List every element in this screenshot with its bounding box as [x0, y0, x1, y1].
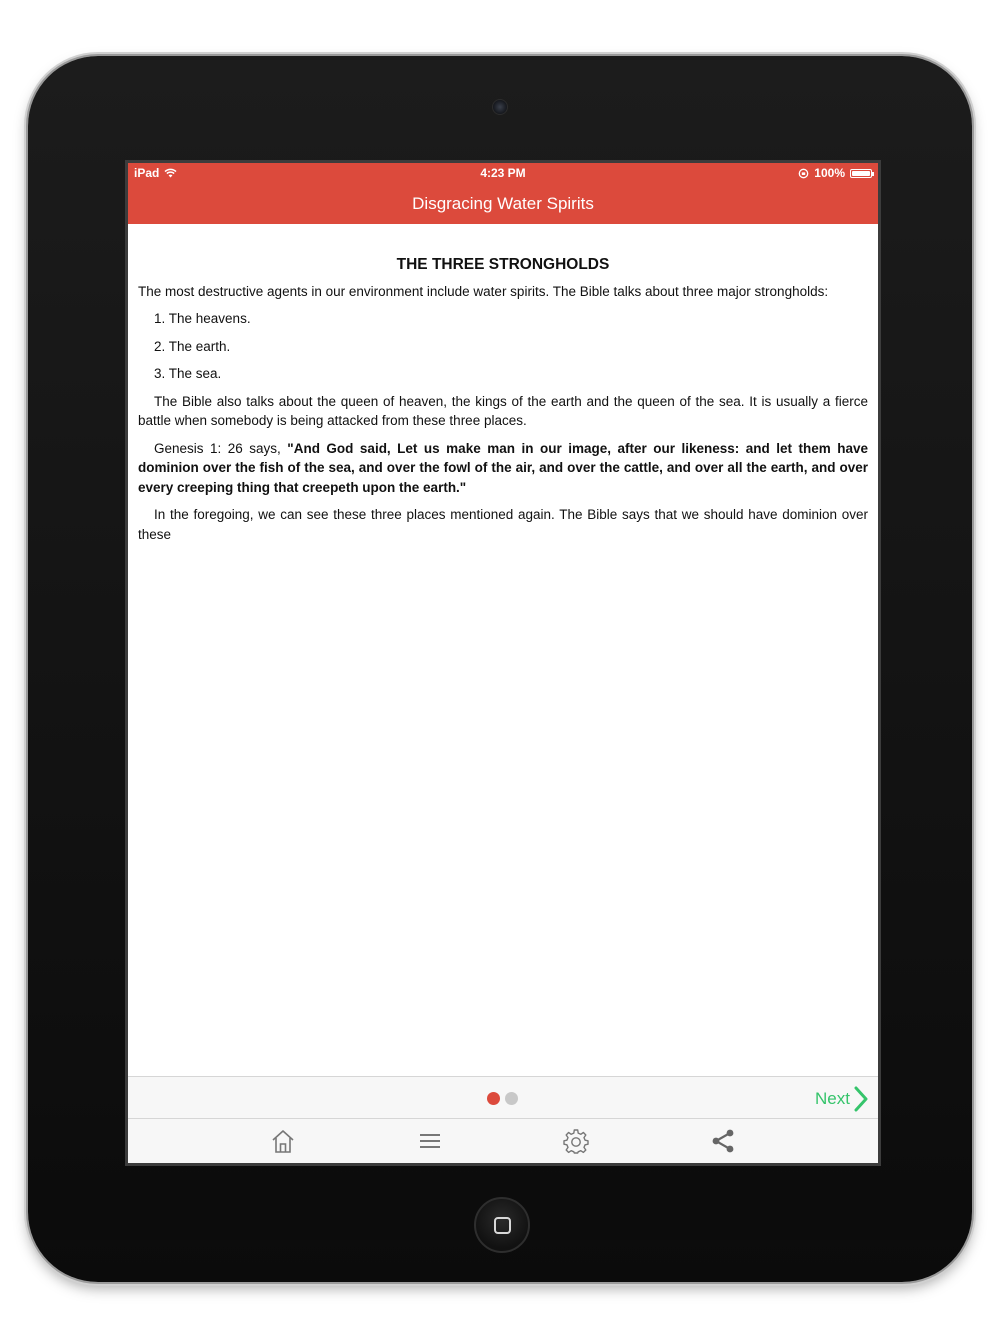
page-dot-active[interactable]	[487, 1092, 500, 1105]
next-button[interactable]	[815, 1086, 868, 1112]
next-label: Next	[815, 1089, 850, 1108]
status-bar	[128, 163, 878, 183]
status-time: 4:23 PM	[480, 166, 526, 180]
header	[128, 163, 878, 224]
home-icon	[270, 1128, 296, 1154]
home-button-square	[494, 1217, 511, 1234]
settings-icon	[563, 1128, 589, 1154]
menu-tab[interactable]	[416, 1127, 444, 1155]
page-dot[interactable]	[505, 1092, 518, 1105]
device-label: iPad	[134, 166, 160, 180]
genesis-reference: Genesis 1: 26 says,	[154, 440, 288, 456]
settings-tab[interactable]	[562, 1127, 590, 1155]
page-title: Disgracing Water Spirits	[412, 194, 594, 213]
home-tab[interactable]	[269, 1127, 297, 1155]
chevron-right-icon	[854, 1086, 868, 1112]
paragraph-two: The Bible also talks about the queen of heaven, the kings of the earth and the queen of the sea. It is usually a fierce battle when somebody is being attacked from these three places.	[138, 393, 868, 428]
list-item: 1. The heavens.	[154, 311, 251, 326]
camera-icon	[492, 99, 508, 115]
battery-percent: 100%	[814, 166, 845, 180]
list-item: 2. The earth.	[154, 338, 231, 354]
article-content	[138, 255, 868, 552]
app-screen	[128, 163, 878, 1163]
list-item: 3. The sea.	[154, 366, 222, 381]
pager-bar	[128, 1076, 878, 1118]
home-button[interactable]	[474, 1197, 530, 1253]
menu-icon	[419, 1132, 441, 1150]
share-tab[interactable]	[709, 1127, 737, 1155]
orientation-lock-icon	[798, 168, 809, 179]
page-indicator[interactable]	[487, 1092, 518, 1105]
paragraph-four: In the foregoing, we can see these three places mentioned again. The Bible says that we should have dominion over these	[138, 507, 868, 542]
share-icon	[710, 1128, 736, 1154]
genesis-quote: "And God said, Let us make man in our image, after our likeness: and let them have dominion over the fish of the sea, and over the fowl of the air, and over the cattle, and over all the earth, and over every creeping thing that creepeth upon the earth."	[138, 440, 868, 495]
battery-icon	[850, 169, 872, 178]
intro-paragraph: The most destructive agents in our environment include water spirits. The Bible talks about three major strongholds:	[138, 283, 829, 299]
genesis-paragraph	[138, 439, 868, 498]
status-right	[798, 166, 872, 180]
article-heading: THE THREE STRONGHOLDS	[396, 256, 610, 273]
tab-bar	[128, 1118, 878, 1163]
